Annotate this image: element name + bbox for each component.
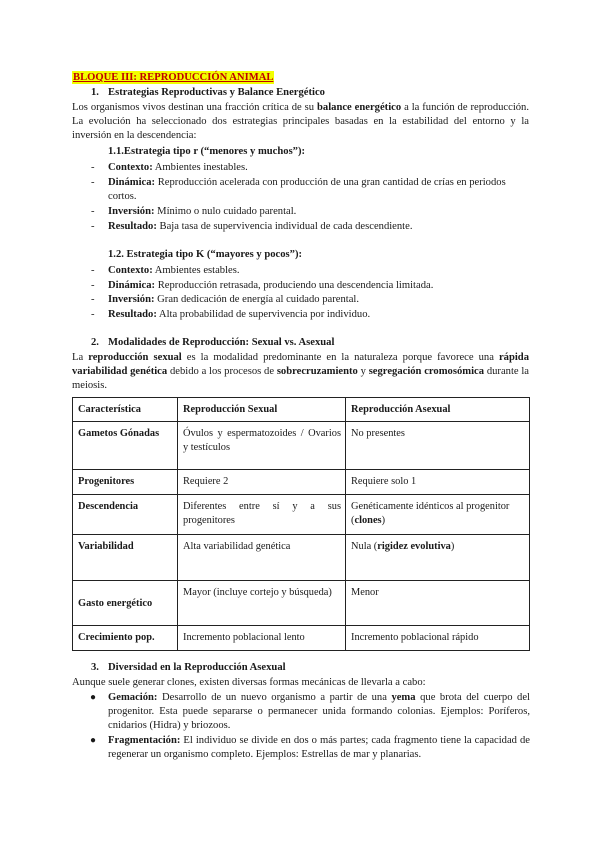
gemacion-item: Gemación: Desarrollo de un nuevo organismo a partir de una yema que brota del cuerpo del progenitor. Esta puede separarse o permanecer unida formando colonias. Ejemplos: Poríferos, cnidarios (Hidra) y briozoos. [108, 692, 530, 731]
dash-marker: - [91, 162, 95, 173]
table-cell-sexual: Alta variabilidad genética [178, 535, 346, 581]
table-row [73, 535, 530, 581]
strategy-k-title: 1.2. Estrategia tipo K (“mayores y pocos”): [108, 249, 302, 260]
dash-marker: - [91, 294, 95, 305]
section-3-title: Diversidad en la Reproducción Asexual [108, 662, 286, 673]
table-cell-feature: Gametos Gónadas [73, 422, 178, 470]
dash-marker: - [91, 206, 95, 217]
table-cell-asexual: No presentes [346, 422, 530, 470]
dash-marker: - [91, 177, 95, 188]
table-row [73, 470, 530, 495]
table-cell-sexual: Diferentes entre sí y a sus progenitores [178, 495, 346, 535]
strategy-r-title: 1.1.Estrategia tipo r (“menores y muchos”): [108, 146, 306, 157]
table-row [73, 495, 530, 535]
table-cell-sexual: Incremento poblacional lento [178, 626, 346, 651]
strategy-r-item: Resultado: Baja tasa de supervivencia individual de cada descendiente. [108, 221, 413, 232]
section-3-intro: Aunque suele generar clones, existen diversas formas mecánicas de llevarla a cabo: [72, 677, 426, 688]
section-1-intro: Los organismos vivos destinan una fracción crítica de su balance energético a la función de reproducción. La evolución ha seleccionado dos estrategias principales basadas en la estabilidad del entorno y la inversión en la descendencia: [72, 102, 530, 141]
table-cell-feature: Variabilidad [73, 535, 178, 581]
strategy-k-item: Dinámica: Reproducción retrasada, produciendo una descendencia limitada. [108, 280, 434, 291]
comparison-table [72, 397, 530, 651]
table-cell-sexual: Mayor (incluye cortejo y búsqueda) [178, 581, 346, 626]
strategy-k-item: Inversión: Gran dedicación de energía al cuidado parental. [108, 294, 360, 305]
section-2-number: 2. [91, 337, 99, 348]
section-3-number: 3. [91, 662, 99, 673]
table-cell-asexual: Incremento poblacional rápido [346, 626, 530, 651]
table-cell-asexual: Requiere solo 1 [346, 470, 530, 495]
table-cell-sexual: Óvulos y espermatozoides / Ovarios y testículos [178, 422, 346, 470]
dash-marker: - [91, 265, 95, 276]
strategy-r-item: Contexto: Ambientes inestables. [108, 162, 248, 173]
table-row [73, 626, 530, 651]
table-cell-feature: Descendencia [73, 495, 178, 535]
table-cell-feature: Progenitores [73, 470, 178, 495]
section-1-title: Estrategias Reproductivas y Balance Energético [108, 87, 325, 98]
strategy-r-item: Dinámica: Reproducción acelerada con producción de una gran cantidad de crías en periodos cortos. [108, 177, 506, 202]
block-title: BLOQUE III: REPRODUCCIÓN ANIMAL [73, 72, 274, 83]
bullet-marker: ● [90, 735, 97, 746]
table-cell-asexual: Genéticamente idénticos al progenitor (clones) [346, 495, 530, 535]
table-header: Reproducción Asexual [346, 398, 530, 422]
table-header-row [73, 398, 530, 422]
section-2-paragraph: La reproducción sexual es la modalidad predominante en la naturaleza porque favorece una rápida variabilidad genética debido a los procesos de sobrecruzamiento y segregación cromosómica durante la meiosis. [72, 352, 530, 391]
strategy-r-item: Inversión: Mínimo o nulo cuidado parental. [108, 206, 297, 217]
dash-marker: - [91, 280, 95, 291]
table-cell-sexual: Requiere 2 [178, 470, 346, 495]
table-cell-asexual: Nula (rigidez evolutiva) [346, 535, 530, 581]
table-cell-feature: Crecimiento pop. [73, 626, 178, 651]
dash-marker: - [91, 309, 95, 320]
dash-marker: - [91, 221, 95, 232]
fragmentacion-item: Fragmentación: El individuo se divide en dos o más partes; cada fragmento tiene la capacidad de regenerar un organismo completo. Ejemplos: Estrellas de mar y planarias. [108, 735, 530, 760]
section-2-title: Modalidades de Reproducción: Sexual vs. Asexual [108, 337, 335, 348]
table-header: Reproducción Sexual [178, 398, 346, 422]
strategy-k-item: Resultado: Alta probabilidad de supervivencia por individuo. [108, 309, 371, 320]
table-row [73, 581, 530, 626]
table-header: Característica [73, 398, 178, 422]
table-row [73, 422, 530, 470]
table-cell-asexual: Menor [346, 581, 530, 626]
section-1-number: 1. [91, 87, 99, 98]
table-cell-feature: Gasto energético [73, 581, 178, 626]
strategy-k-item: Contexto: Ambientes estables. [108, 265, 240, 276]
bullet-marker: ● [90, 692, 97, 703]
